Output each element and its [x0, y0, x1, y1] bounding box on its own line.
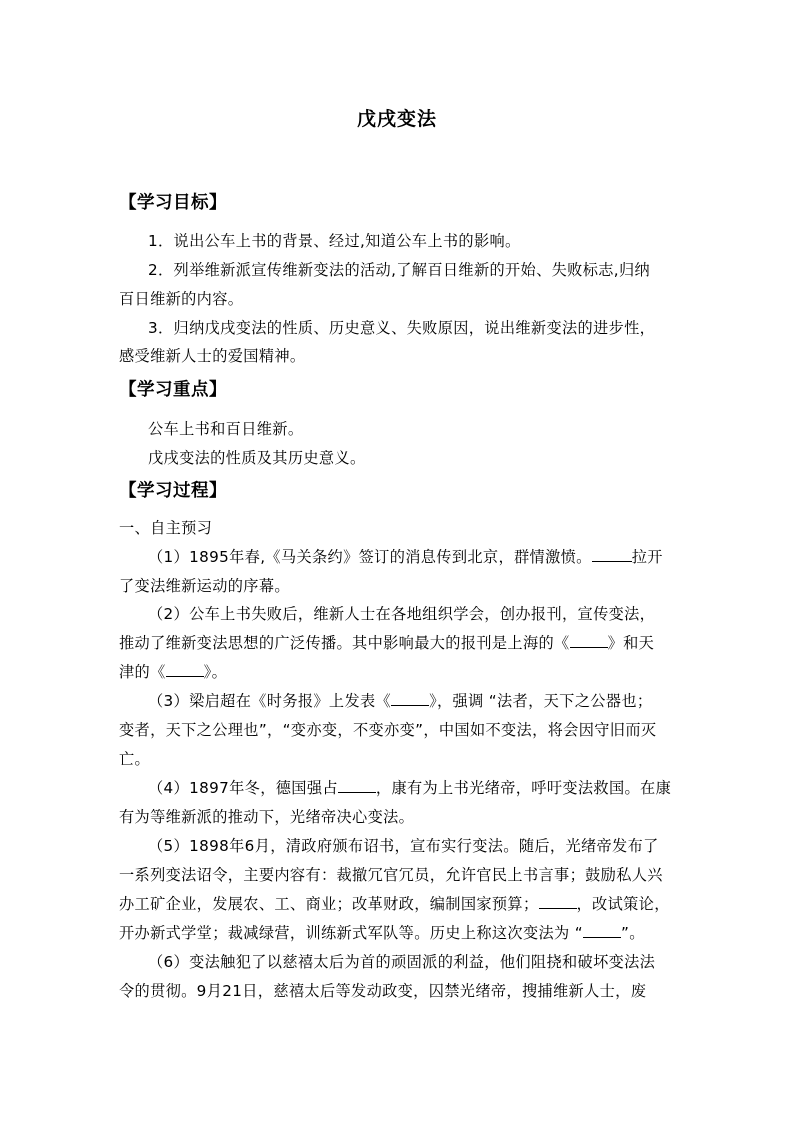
key-points-heading: 【学习重点】	[119, 380, 227, 400]
exercise-line: 亡。	[119, 750, 151, 768]
exercise-line	[148, 778, 679, 798]
text-segment: 》，强调 “法者，天下之公器也；	[429, 692, 653, 710]
objective-line: 3．归纳戊戌变法的性质、历史意义、失败原因，说出维新变法的进步性，	[148, 319, 656, 337]
text-segment: （3）梁启超在《时务报》上发表《	[148, 692, 392, 710]
objectives-heading: 【学习目标】	[119, 193, 227, 213]
fill-in-blank[interactable]	[391, 691, 429, 706]
exercise-line: 令的贯彻。9月21日，慈禧太后等发动政变，囚禁光绪帝，搜捕维新人士，废	[119, 982, 647, 1000]
exercise-line	[119, 894, 679, 914]
fill-in-blank[interactable]	[583, 923, 621, 938]
exercise-line	[119, 633, 679, 653]
document-title: 戊戌变法	[356, 108, 437, 130]
text-segment: ”。	[620, 924, 645, 942]
text-segment: 办工矿企业，发展农、工、商业；改革财政，编制国家预算；	[119, 895, 539, 913]
exercise-line: 有为等维新派的推动下，光绪帝决心变法。	[119, 808, 415, 826]
objective-line: 百日维新的内容。	[119, 290, 244, 308]
text-segment: 津的《	[119, 663, 166, 681]
text-segment: 》和天	[607, 634, 655, 652]
exercise-line	[119, 662, 679, 682]
text-segment: （1）1895年春,《马关条约》签订的消息传到北京，群情激愤。	[148, 548, 592, 566]
text-segment: ，康有为上书光绪帝，呼吁变法救国。在康	[375, 779, 672, 797]
exercise-line: 了变法维新运动的序幕。	[119, 577, 290, 595]
key-point-line: 公车上书和百日维新。	[148, 420, 304, 438]
text-segment: 》。	[203, 663, 228, 681]
fill-in-blank[interactable]	[570, 633, 608, 648]
text-segment: （4）1897年冬，德国强占	[148, 779, 338, 797]
exercise-line: （5）1898年6月，清政府颁布诏书，宣布实行变法。随后，光绪帝发布了	[148, 837, 659, 855]
objective-line: 2．列举维新派宣传维新变法的活动,了解百日维新的开始、失败标志,归纳	[148, 261, 651, 279]
preview-subheading: 一、自主预习	[119, 519, 213, 537]
exercise-line: （6）变法触犯了以慈禧太后为首的顽固派的利益，他们阻挠和破坏变法法	[148, 953, 656, 971]
exercise-line	[119, 923, 679, 943]
exercise-line: 一系列变法诏令，主要内容有：裁撤冗官冗员，允许官民上书言事；鼓励私人兴	[119, 866, 663, 884]
text-segment: 开办新式学堂；裁减绿营，训练新式军队等。历史上称这次变法为 “	[119, 924, 583, 942]
objective-line: 感受维新人士的爱国精神。	[119, 347, 306, 365]
fill-in-blank[interactable]	[166, 662, 204, 677]
text-segment: 推动了维新变法思想的广泛传播。其中影响最大的报刊是上海的《	[119, 634, 570, 652]
process-heading: 【学习过程】	[119, 481, 227, 501]
fill-in-blank[interactable]	[338, 778, 376, 793]
objective-line: 1．说出公车上书的背景、经过,知道公车上书的影响。	[148, 232, 521, 250]
text-segment: 拉开	[631, 548, 663, 566]
exercise-line	[148, 547, 679, 567]
exercise-line: （2）公车上书失败后，维新人士在各地组织学会，创办报刊，宣传变法，	[148, 605, 656, 623]
exercise-line	[148, 691, 679, 711]
fill-in-blank[interactable]	[592, 547, 632, 562]
exercise-line: 变者，天下之公理也”，“变亦变，不变亦变”，中国如不变法，将会因守旧而灭	[119, 721, 657, 739]
text-segment: ，改试策论，	[576, 895, 670, 913]
key-point-line: 戊戌变法的性质及其历史意义。	[148, 449, 366, 467]
fill-in-blank[interactable]	[539, 894, 577, 909]
